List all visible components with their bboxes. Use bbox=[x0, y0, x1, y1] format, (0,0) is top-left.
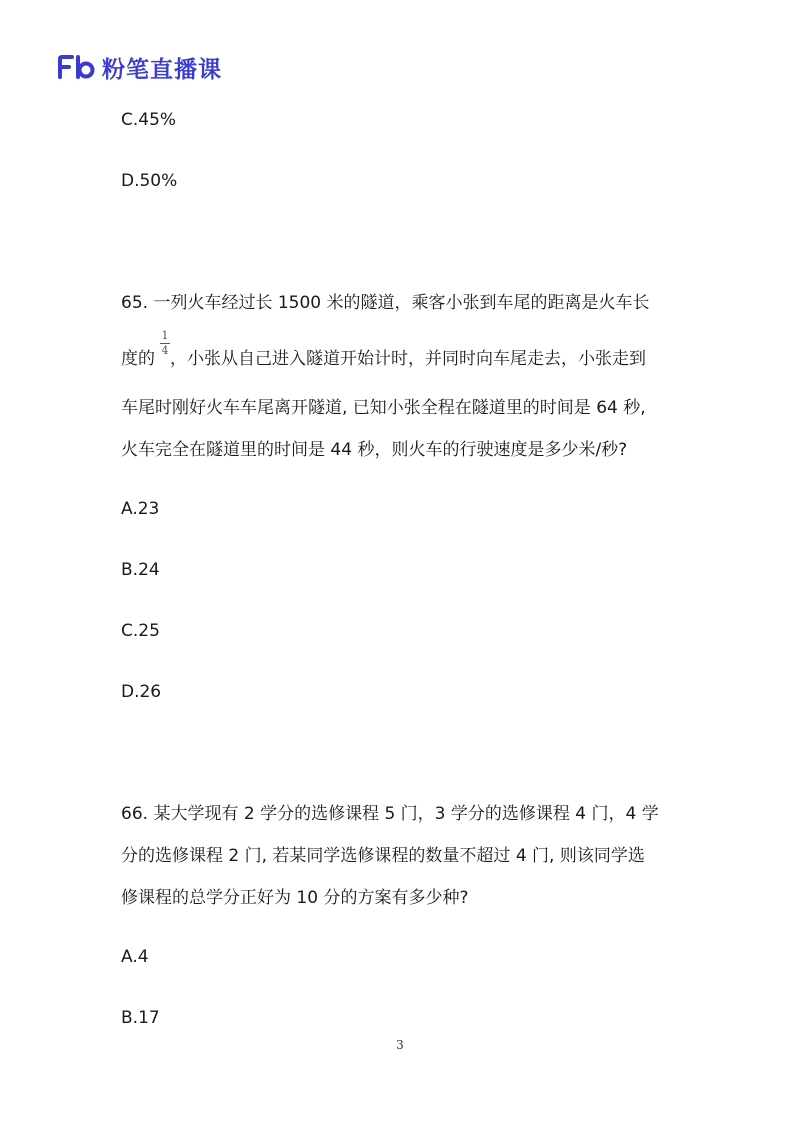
q65-text-line-2a: 度的 bbox=[121, 349, 155, 369]
q65-text-line-3: 车尾时刚好火车车尾离开隧道, 已知小张全程在隧道里的时间是 64 秒, bbox=[121, 398, 646, 418]
q66-text-line-2: 分的选修课程 2 门, 若某同学选修课程的数量不超过 4 门, 则该同学选 bbox=[121, 846, 645, 866]
q66-text-line-1: 66. 某大学现有 2 学分的选修课程 5 门，3 学分的选修课程 4 门，4 学 bbox=[121, 804, 659, 824]
q65-text-line-2b: ，小张从自己进入隧道开始计时，并同时向车尾走去，小张走到 bbox=[170, 349, 646, 369]
brand-name: 粉笔直播课 bbox=[102, 56, 222, 83]
q65-option-c: C.25 bbox=[121, 621, 160, 641]
fraction-numerator: 1 bbox=[161, 329, 169, 342]
page-number: 3 bbox=[396, 1038, 404, 1052]
q65-text-line-4: 火车完全在隧道里的时间是 44 秒，则火车的行驶速度是多少米/秒? bbox=[121, 440, 628, 460]
q66-option-a: A.4 bbox=[121, 947, 149, 967]
q65-option-b: B.24 bbox=[121, 560, 160, 580]
fraction-one-quarter bbox=[160, 330, 170, 357]
brand-logo bbox=[58, 52, 222, 82]
q65-option-d: D.26 bbox=[121, 682, 162, 702]
fb-logo-icon bbox=[58, 55, 96, 79]
option-d-prev: D.50% bbox=[121, 171, 178, 191]
q65-text-line-1: 65. 一列火车经过长 1500 米的隧道，乘客小张到车尾的距离是火车长 bbox=[121, 293, 650, 313]
q65-option-a: A.23 bbox=[121, 499, 160, 519]
fraction-denominator: 4 bbox=[161, 344, 169, 357]
q66-option-b: B.17 bbox=[121, 1008, 160, 1028]
option-c-prev: C.45% bbox=[121, 110, 177, 130]
q66-text-line-3: 修课程的总学分正好为 10 分的方案有多少种? bbox=[121, 888, 469, 908]
